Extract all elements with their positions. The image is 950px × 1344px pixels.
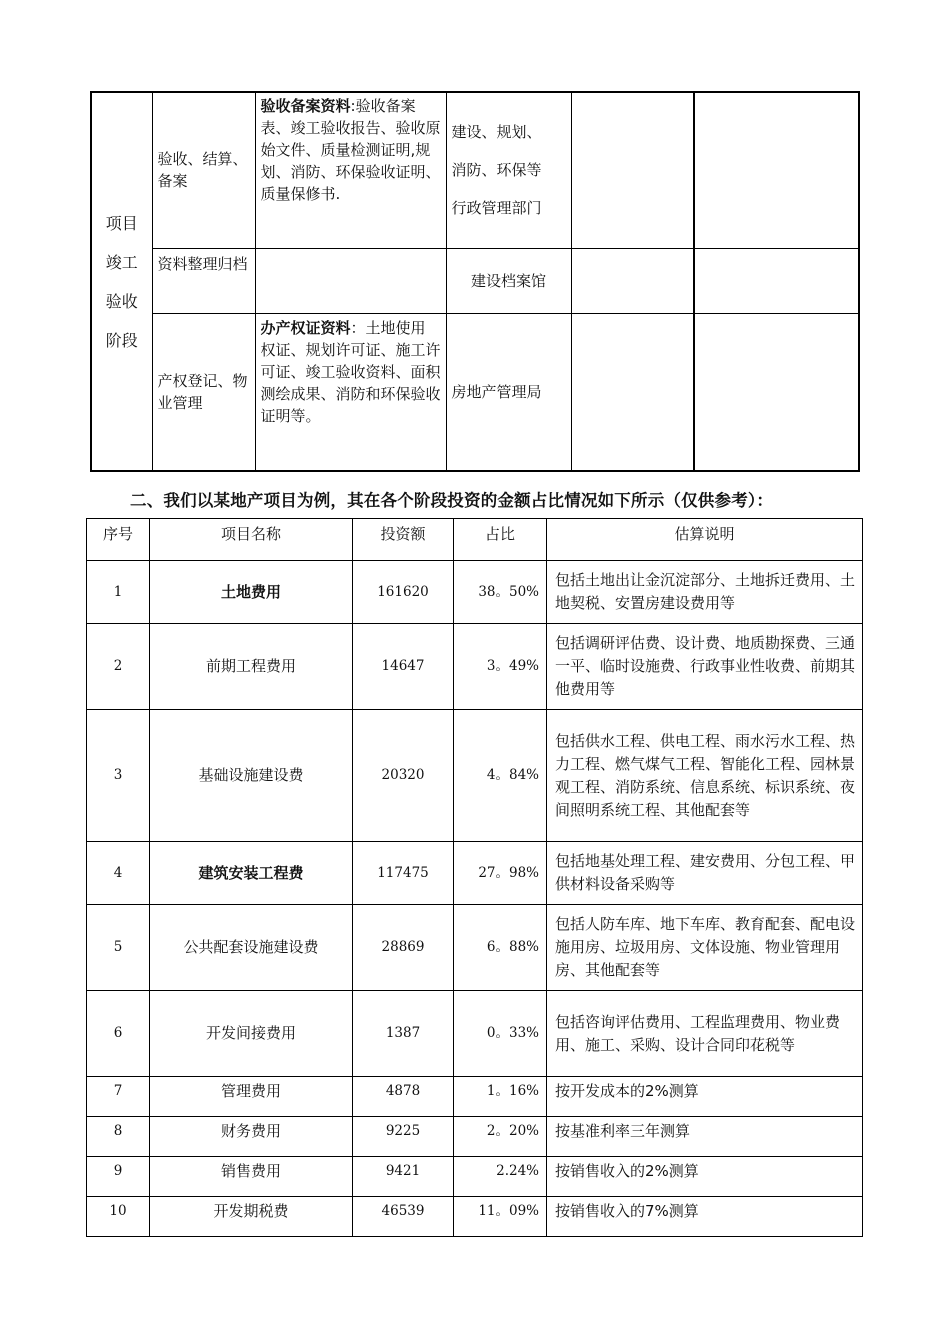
row-amount: 9421 [353, 1157, 454, 1197]
empty-cell [571, 313, 694, 471]
row-share: 4。84% [454, 710, 547, 842]
empty-cell [694, 92, 859, 248]
row-description: 按开发成本的2%测算 [547, 1077, 863, 1117]
materials-text: :验收备案表、竣工验收报告、验收原始文件、质量检测证明,规划、消防、环保验收证明、质量保修书. [260, 97, 441, 203]
header-index: 序号 [87, 519, 150, 561]
row-name: 销售费用 [150, 1157, 353, 1197]
row-description: 包括咨询评估费用、工程监理费用、物业费用、施工、采购、设计合同印花税等 [547, 991, 863, 1077]
row-share: 1。16% [454, 1077, 547, 1117]
table-row [87, 1197, 863, 1237]
table-header-row [87, 519, 863, 561]
table-row [87, 842, 863, 905]
row-index: 1 [87, 561, 150, 624]
phase-char: 验收 [105, 291, 138, 311]
materials-cell [255, 248, 446, 313]
row-amount: 28869 [353, 905, 454, 991]
row-amount: 1387 [353, 991, 454, 1077]
row-name: 基础设施建设费 [150, 710, 353, 842]
row-amount: 9225 [353, 1117, 454, 1157]
phase-char: 阶段 [105, 330, 138, 350]
row-share: 27。98% [454, 842, 547, 905]
row-name: 财务费用 [150, 1117, 353, 1157]
step-cell: 验收、结算、备案 [152, 92, 255, 248]
row-amount: 14647 [353, 624, 454, 710]
row-name: 公共配套设施建设费 [150, 905, 353, 991]
section-heading: 二、我们以某地产项目为例，其在各个阶段投资的金额占比情况如下所示（仅供参考）： [130, 491, 774, 510]
row-name: 开发期税费 [150, 1197, 353, 1237]
row-index: 9 [87, 1157, 150, 1197]
row-index: 3 [87, 710, 150, 842]
header-amount: 投资额 [353, 519, 454, 561]
row-share: 2。20% [454, 1117, 547, 1157]
department-cell: 房地产管理局 [446, 313, 571, 471]
table-row [87, 710, 863, 842]
stage-row [91, 313, 859, 471]
row-description: 包括地基处理工程、建安费用、分包工程、甲供材料设备采购等 [547, 842, 863, 905]
row-index: 8 [87, 1117, 150, 1157]
row-share: 6。88% [454, 905, 547, 991]
table-row [87, 905, 863, 991]
stage-table [90, 91, 860, 472]
materials-cell [255, 313, 446, 471]
department-cell [446, 92, 571, 248]
step-cell: 资料整理归档 [152, 248, 255, 313]
row-name: 土地费用 [150, 561, 353, 624]
row-description: 按基准利率三年测算 [547, 1117, 863, 1157]
investment-table [86, 518, 863, 1237]
row-share: 3。49% [454, 624, 547, 710]
phase-char: 项目 [105, 213, 138, 233]
table-row [87, 1077, 863, 1117]
table-row [87, 1117, 863, 1157]
row-amount: 117475 [353, 842, 454, 905]
department-line: 消防、环保等 [451, 161, 542, 180]
table-row [87, 1157, 863, 1197]
row-description: 包括调研评估费、设计费、地质勘探费、三通一平、临时设施费、行政事业性收费、前期其他费用等 [547, 624, 863, 710]
row-index: 4 [87, 842, 150, 905]
department-cell: 建设档案馆 [446, 248, 571, 313]
materials-title: 验收备案资料 [260, 97, 351, 115]
row-index: 7 [87, 1077, 150, 1117]
header-description: 估算说明 [547, 519, 863, 561]
row-index: 10 [87, 1197, 150, 1237]
row-index: 5 [87, 905, 150, 991]
department-line: 建设、规划、 [451, 123, 542, 142]
row-description: 包括土地出让金沉淀部分、土地拆迁费用、土地契税、安置房建设费用等 [547, 561, 863, 624]
table-row [87, 624, 863, 710]
row-share: 0。33% [454, 991, 547, 1077]
row-description: 包括人防车库、地下车库、教育配套、配电设施用房、垃圾用房、文体设施、物业管理用房、其他配套等 [547, 905, 863, 991]
empty-cell [694, 248, 859, 313]
empty-cell [571, 248, 694, 313]
stage-row [91, 248, 859, 313]
header-share: 占比 [454, 519, 547, 561]
row-name: 建筑安装工程费 [150, 842, 353, 905]
row-share: 38。50% [454, 561, 547, 624]
row-name: 管理费用 [150, 1077, 353, 1117]
row-share: 11。09% [454, 1197, 547, 1237]
row-description: 按销售收入的7%测算 [547, 1197, 863, 1237]
phase-char: 竣工 [105, 252, 138, 272]
row-name: 前期工程费用 [150, 624, 353, 710]
row-description: 按销售收入的2%测算 [547, 1157, 863, 1197]
row-name: 开发间接费用 [150, 991, 353, 1077]
row-description: 包括供水工程、供电工程、雨水污水工程、热力工程、燃气煤气工程、智能化工程、园林景观工程、消防系统、信息系统、标识系统、夜间照明系统工程、其他配套等 [547, 710, 863, 842]
stage-row [91, 92, 859, 248]
table-row [87, 991, 863, 1077]
materials-text: ：土地使用权证、规划许可证、施工许可证、竣工验收资料、面积测绘成果、消防和环保验收证明等。 [260, 318, 441, 425]
table-row [87, 561, 863, 624]
row-index: 6 [87, 991, 150, 1077]
row-index: 2 [87, 624, 150, 710]
step-cell: 产权登记、物业管理 [152, 313, 255, 471]
row-amount: 20320 [353, 710, 454, 842]
department-line: 行政管理部门 [451, 199, 542, 218]
phase-cell [91, 92, 152, 471]
row-amount: 4878 [353, 1077, 454, 1117]
materials-cell [255, 92, 446, 248]
empty-cell [571, 92, 694, 248]
row-amount: 46539 [353, 1197, 454, 1237]
materials-title: 办产权证资料 [260, 318, 351, 337]
header-name: 项目名称 [150, 519, 353, 561]
empty-cell [694, 313, 859, 471]
row-share: 2.24% [454, 1157, 547, 1197]
row-amount: 161620 [353, 561, 454, 624]
